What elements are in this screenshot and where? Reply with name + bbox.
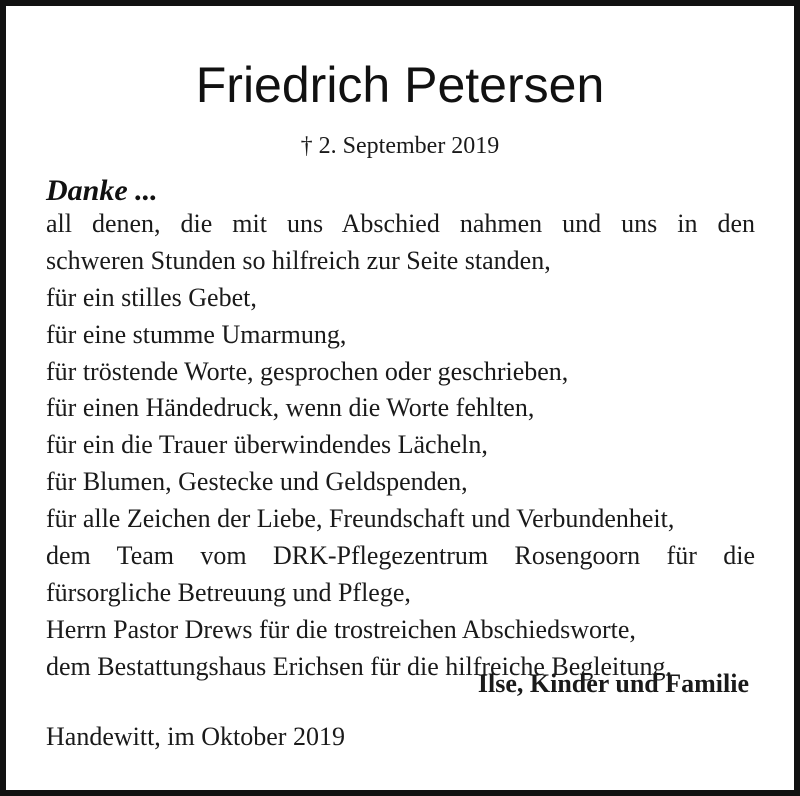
text-line: für tröstende Worte, gesprochen oder geschrieben, [46, 356, 569, 386]
text-line: fürsorgliche Betreuung und Pflege, [46, 577, 411, 607]
place-and-date: Handewitt, im Oktober 2019 [46, 722, 345, 751]
text-line: dem Bestattungshaus Erichsen für die hilfreiche Begleitung. [46, 651, 672, 681]
text-line: dem Team vom DRK-Pflegezentrum Rosengoorn für die [46, 541, 755, 571]
text-line: für alle Zeichen der Liebe, Freundschaft und Verbundenheit, [46, 504, 675, 534]
text-line: Herrn Pastor Drews für die trostreichen Abschiedsworte, [46, 614, 636, 644]
thanks-text [46, 206, 755, 686]
deceased-name: Friedrich Petersen [195, 57, 605, 113]
signature: Ilse, Kinder und Familie [477, 669, 749, 698]
text-line: für einen Händedruck, wenn die Worte fehlten, [46, 393, 535, 423]
text-line: für ein stilles Gebet, [46, 282, 257, 312]
death-date: † 2. September 2019 [300, 133, 500, 159]
text-line: für eine stumme Umarmung, [46, 319, 347, 349]
thanks-heading: Danke ... [46, 174, 158, 207]
text-line: all denen, die mit uns Abschied nahmen und uns in den [46, 209, 755, 238]
text-line: schweren Stunden so hilfreich zur Seite standen, [46, 245, 551, 275]
text-line: für Blumen, Gestecke und Geldspenden, [46, 467, 468, 497]
text-line: für ein die Trauer überwindendes Lächeln, [46, 430, 488, 460]
